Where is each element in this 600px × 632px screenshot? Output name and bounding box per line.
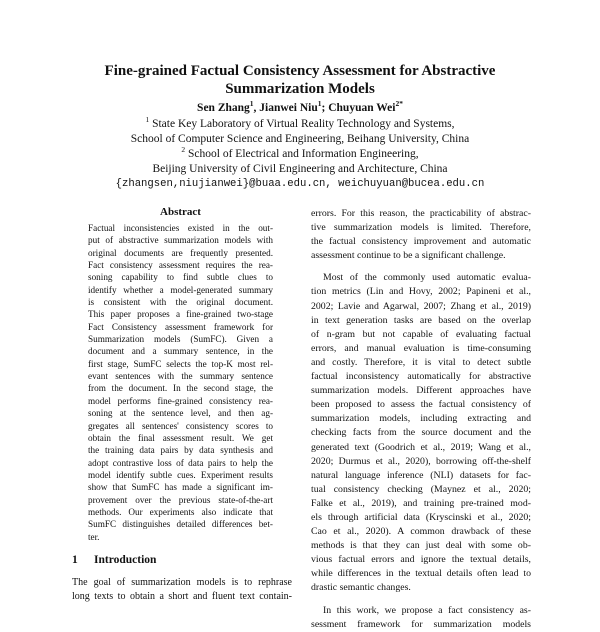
body-text-line: assessment continue to be a significant challenge. xyxy=(311,250,506,262)
body-text-line: of n-gram but not capable of evaluating factual xyxy=(311,328,531,340)
body-text-line: while differences in the textual details often lead to xyxy=(311,568,531,580)
body-text-line: tion metrics (Lin and Hovy, 2002; Papineni et al., xyxy=(311,286,531,298)
abstract-line: Factual inconsistencies existed in the out- xyxy=(88,223,273,233)
right-column-paragraph-3 xyxy=(311,604,531,632)
title-line-1: Fine-grained Factual Consistency Assessment for Abstractive xyxy=(104,63,496,79)
body-text-line: Cao et al., 2020). A common drawback of these xyxy=(311,526,531,538)
author-list xyxy=(60,100,540,116)
abstract-line: Summarization models (SumFC). Given a xyxy=(88,334,273,345)
body-text-line: Falke et al., 2019), and training pre-trained mod- xyxy=(311,497,531,509)
body-text-line: tive summarization models is limited. Therefore, xyxy=(311,222,531,234)
affiliation-2-line-1 xyxy=(40,146,560,162)
abstract-line: document and a summary sentence, in the xyxy=(88,346,273,357)
abstract-line: obtain the final assessment result. We get xyxy=(88,432,273,443)
abstract-line: model performs fine-grained consistency rea- xyxy=(88,395,273,406)
paper-title xyxy=(60,62,540,98)
abstract-line: is consistent with the original document. xyxy=(88,297,273,308)
right-column-paragraph-1 xyxy=(311,207,531,263)
abstract-line: SumFC distinguishes detailed differences bet- xyxy=(88,519,273,530)
body-text-line: tual consistency checking (Maynez et al., 2020; xyxy=(311,483,531,495)
abstract-line: put of abstractive summarization models with xyxy=(88,235,273,246)
body-text-line: methods is that they can just deal with some ob- xyxy=(311,540,531,552)
title-line-2: Summarization Models xyxy=(225,81,375,97)
abstract-line: Fact consistency assessment requires the rea- xyxy=(88,260,273,271)
introduction-line: long texts to obtain a short and fluent text contain- xyxy=(72,591,292,603)
abstract-line: model identify subtle cues. Experiment results xyxy=(88,469,273,480)
body-text-line: 2020; Durmus et al., 2020), borrowing off-the-shelf xyxy=(311,455,531,467)
abstract-line: the training data pairs by data synthesis and xyxy=(88,445,273,456)
introduction-line: The goal of summarization models is to rephrase xyxy=(72,577,292,588)
author-separator: , xyxy=(253,102,260,114)
body-text-line: els through artificial data (Kryscinski et al., 2020; xyxy=(311,511,531,523)
abstract-line: show that SumFC has made a significant im- xyxy=(88,482,273,493)
affiliation-1-line-2: School of Computer Science and Engineering, Beihang University, China xyxy=(130,133,470,145)
body-text-line: Most of the commonly used automatic evalua- xyxy=(323,272,531,284)
body-text-line: summarization models, including extracting and xyxy=(311,413,531,425)
abstract-line: This paper proposes a fine-grained two-stage xyxy=(88,309,273,320)
body-text-line: vious factual errors and ignore the textual details, xyxy=(311,554,531,566)
affiliation-mark: 1 xyxy=(145,115,150,125)
author-affiliation-mark: 1 xyxy=(249,99,254,109)
abstract-line: gregates all sentences' consistency scores to xyxy=(88,420,273,431)
author-name: Jianwei Niu xyxy=(259,102,318,114)
author-affiliation-mark: 1 xyxy=(317,99,322,109)
body-text-line: checking facts from the source document and the xyxy=(311,427,531,439)
abstract-body xyxy=(88,222,273,543)
body-text-line: in text generation tasks are based on the overlap xyxy=(311,314,531,326)
author-name: Chuyuan Wei xyxy=(328,102,396,114)
affiliation-text: School of Electrical and Information Engineering, xyxy=(188,148,419,160)
right-column-paragraph-2 xyxy=(311,271,531,595)
abstract-line: from the document. In the second stage, the xyxy=(88,383,273,394)
body-text-line: been proposed to assess the factual consistency of xyxy=(311,399,531,411)
body-text-line: In this work, we propose a fact consistency as- xyxy=(323,604,531,616)
right-column xyxy=(311,207,531,632)
abstract-heading: Abstract xyxy=(160,206,201,218)
body-text-line: drastic semantic changes. xyxy=(311,582,411,594)
section-number: 1 xyxy=(72,554,78,566)
body-text-line: errors, and manual evaluation is time-consuming xyxy=(311,342,531,354)
abstract-line: provement over the previous state-of-the-art xyxy=(88,494,273,505)
abstract-line: adopt contrastive loss of data pairs to help the xyxy=(88,457,273,468)
introduction-heading xyxy=(72,553,302,567)
affiliation-2-line-2: Beijing University of Civil Engineering and Architecture, China xyxy=(152,163,448,175)
abstract-line: first stage, SumFC selects the top-K most rel- xyxy=(88,358,273,369)
abstract-line: original documents are frequently presented. xyxy=(88,247,273,258)
author-separator: ; xyxy=(321,102,329,114)
body-text-line: errors. For this reason, the practicability of abstrac- xyxy=(311,208,531,219)
body-text-line: sessment framework for summarization models xyxy=(311,618,531,630)
section-title: Introduction xyxy=(94,554,157,566)
affiliation-1-line-1 xyxy=(40,116,560,132)
body-text-line: 2002; Lavie and Agarwal, 2007; Zhang et al., 2019) xyxy=(311,300,531,312)
author-emails: {zhangsen,niujianwei}@buaa.edu.cn, weichuyuan@bucea.edu.cn xyxy=(115,178,485,190)
author-name: Sen Zhang xyxy=(197,102,250,114)
body-text-line: generated text (Goodrich et al., 2019; Wang et al., xyxy=(311,441,531,453)
abstract-line: soning capability to find subtle clues to xyxy=(88,272,273,283)
abstract-line: evant sentences with the summary sentence xyxy=(88,371,273,382)
abstract-line: ter. xyxy=(88,531,100,542)
author-affiliation-mark: 2* xyxy=(395,99,403,109)
body-text-line: the factual consistency improvement and automatic xyxy=(311,236,531,248)
abstract-line: Fact Consistency assessment framework for xyxy=(88,321,273,332)
body-text-line: and costly. Therefore, it is vital to detect subtle xyxy=(311,356,531,368)
affiliation-text: State Key Laboratory of Virtual Reality Technology and Systems, xyxy=(152,118,455,130)
abstract-line: methods. Our experiments also indicate that xyxy=(88,506,273,517)
paragraph-gap xyxy=(311,263,531,271)
affiliation-mark: 2 xyxy=(181,145,186,155)
abstract-line: soning at the sentence level, and then ag- xyxy=(88,408,273,419)
abstract-line: identify whether a model-generated summary xyxy=(88,284,273,295)
body-text-line: summarization models. Different approaches have xyxy=(311,385,531,397)
body-text-line: natural language inference (NLI) datasets for fac- xyxy=(311,469,531,481)
body-text-line: factual inconsistency automatically for abstractive xyxy=(311,371,531,383)
